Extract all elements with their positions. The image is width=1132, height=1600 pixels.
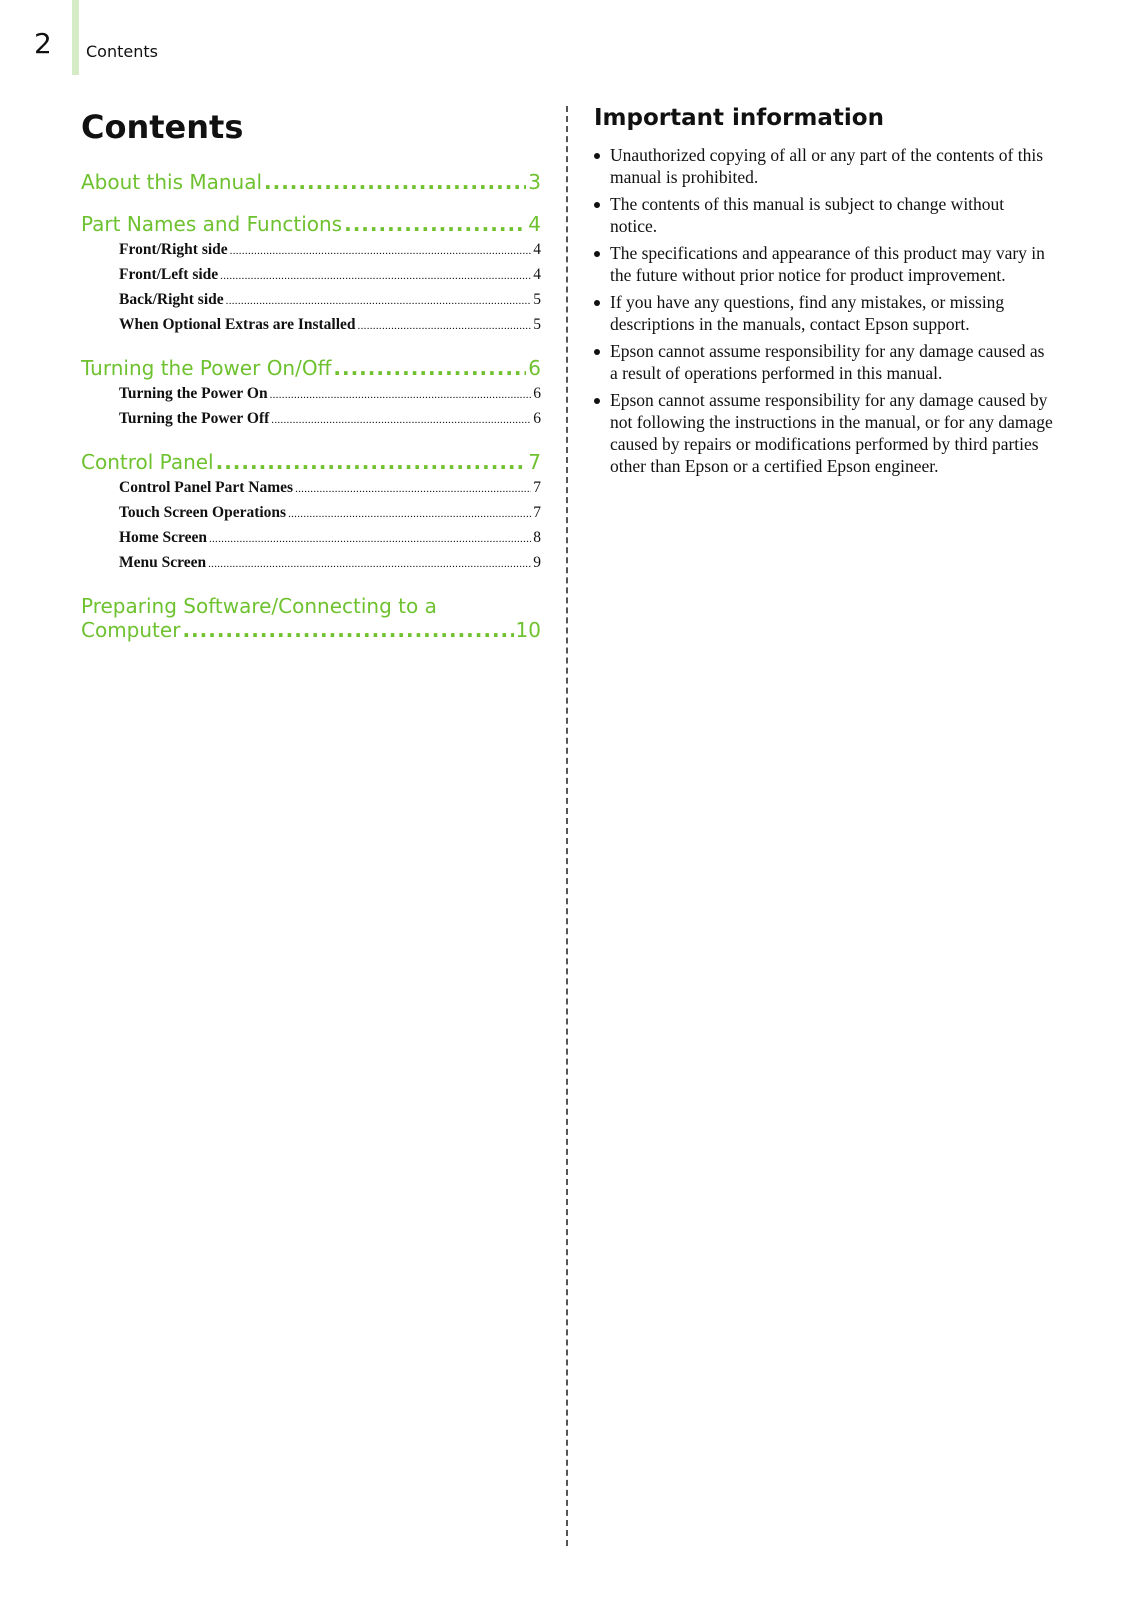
toc-subentry-label: Front/Right side bbox=[119, 241, 228, 259]
important-information-title: Important information bbox=[594, 105, 884, 131]
dot-leader bbox=[264, 170, 526, 194]
toc-entry-page: 6 bbox=[528, 356, 541, 381]
toc-link-part-names-and-functions[interactable] bbox=[81, 212, 541, 236]
list-item-text: If you have any questions, find any mistakes, or missing descriptions in the manuals, contact Epson support. bbox=[610, 291, 1005, 334]
important-information-column bbox=[594, 104, 1054, 482]
toc-entry-page: 7 bbox=[528, 450, 541, 475]
toc-subentry-page: 7 bbox=[533, 504, 541, 522]
toc-link-front-right-side[interactable] bbox=[81, 238, 541, 263]
bullet-icon bbox=[594, 251, 600, 257]
toc-entry-page: 3 bbox=[528, 170, 541, 195]
dot-leader bbox=[295, 477, 531, 501]
dot-leader bbox=[288, 502, 531, 526]
toc-section-software bbox=[81, 594, 541, 642]
toc-subentry-page: 5 bbox=[533, 291, 541, 309]
dot-leader bbox=[209, 527, 531, 551]
list-item-text: The specifications and appearance of this product may vary in the future without prior notice for product improvement. bbox=[610, 242, 1045, 285]
table-of-contents bbox=[81, 170, 541, 642]
dot-leader bbox=[230, 239, 532, 263]
dot-leader bbox=[216, 450, 527, 474]
dot-leader bbox=[270, 383, 532, 407]
dot-leader bbox=[208, 552, 531, 576]
toc-entry-page: 4 bbox=[528, 212, 541, 237]
toc-subentry-label: Home Screen bbox=[119, 529, 207, 547]
toc-subentry-label: Menu Screen bbox=[119, 554, 207, 572]
important-information-list bbox=[594, 144, 1054, 477]
toc-link-turning-power-on[interactable] bbox=[81, 382, 541, 407]
toc-section-part-names bbox=[81, 212, 541, 338]
toc-subentry-label: Turning the Power On bbox=[119, 385, 268, 403]
header-section-label: Contents bbox=[86, 42, 158, 61]
toc-section-power bbox=[81, 356, 541, 432]
toc-entry-label: Computer bbox=[81, 618, 181, 643]
toc-link-home-screen[interactable] bbox=[81, 526, 541, 551]
toc-link-front-left-side[interactable] bbox=[81, 263, 541, 288]
toc-link-control-panel[interactable] bbox=[81, 450, 541, 474]
toc-subentry-label: When Optional Extras are Installed bbox=[119, 316, 356, 334]
toc-subentry-page: 4 bbox=[533, 241, 541, 259]
toc-subentry-page: 6 bbox=[533, 385, 541, 403]
toc-section-about bbox=[81, 170, 541, 194]
contents-title: Contents bbox=[81, 108, 244, 146]
toc-link-back-right-side[interactable] bbox=[81, 288, 541, 313]
dot-leader bbox=[344, 212, 526, 236]
dot-leader bbox=[333, 356, 526, 380]
toc-subentry-page: 8 bbox=[533, 529, 541, 547]
toc-entry-page: 10 bbox=[515, 618, 541, 643]
list-item bbox=[594, 389, 1054, 477]
list-item-text: Epson cannot assume responsibility for any damage caused as a result of operations performed in this manual. bbox=[610, 340, 1045, 383]
toc-link-touch-screen-operations[interactable] bbox=[81, 501, 541, 526]
bullet-icon bbox=[594, 153, 600, 159]
list-item-text: The contents of this manual is subject to change without notice. bbox=[610, 193, 1005, 236]
bullet-icon bbox=[594, 202, 600, 208]
toc-entry-label: About this Manual bbox=[81, 170, 263, 195]
dot-leader bbox=[220, 264, 531, 288]
list-item-text: Unauthorized copying of all or any part of the contents of this manual is prohibited. bbox=[610, 144, 1044, 187]
toc-subentry-page: 9 bbox=[533, 554, 541, 572]
toc-subentry-label: Control Panel Part Names bbox=[119, 479, 294, 497]
toc-subentry-label: Turning the Power Off bbox=[119, 410, 270, 428]
toc-link-menu-screen[interactable] bbox=[81, 551, 541, 576]
toc-entry-label-line1: Preparing Software/Connecting to a bbox=[81, 594, 437, 619]
dot-leader bbox=[271, 408, 531, 432]
list-item bbox=[594, 340, 1054, 384]
bullet-icon bbox=[594, 349, 600, 355]
toc-subentry-label: Back/Right side bbox=[119, 291, 224, 309]
contents-column bbox=[81, 100, 541, 660]
toc-subentry-label: Touch Screen Operations bbox=[119, 504, 287, 522]
toc-link-preparing-software[interactable] bbox=[81, 594, 541, 642]
list-item bbox=[594, 291, 1054, 335]
list-item bbox=[594, 193, 1054, 237]
toc-link-turning-power-on-off[interactable] bbox=[81, 356, 541, 380]
toc-link-control-panel-part-names[interactable] bbox=[81, 476, 541, 501]
toc-subentry-page: 4 bbox=[533, 266, 541, 284]
toc-subentry-label: Front/Left side bbox=[119, 266, 219, 284]
toc-link-optional-extras[interactable] bbox=[81, 313, 541, 338]
toc-link-turning-power-off[interactable] bbox=[81, 407, 541, 432]
header-accent-bar bbox=[72, 0, 79, 75]
column-divider bbox=[566, 106, 568, 1546]
toc-entry-label: Control Panel bbox=[81, 450, 214, 475]
bullet-icon bbox=[594, 300, 600, 306]
list-item-text: Epson cannot assume responsibility for any damage caused by not following the instructions in the manual, or for any damage caused by repairs or modifications performed by third parties other than Epson or a certified Epson engineer. bbox=[610, 389, 1053, 476]
toc-subentry-page: 6 bbox=[533, 410, 541, 428]
toc-section-control-panel bbox=[81, 450, 541, 576]
toc-subentry-page: 5 bbox=[533, 316, 541, 334]
list-item bbox=[594, 242, 1054, 286]
toc-entry-line2 bbox=[81, 618, 541, 642]
list-item bbox=[594, 144, 1054, 188]
toc-subentry-page: 7 bbox=[533, 479, 541, 497]
dot-leader bbox=[182, 618, 513, 642]
dot-leader bbox=[358, 314, 532, 338]
dot-leader bbox=[226, 289, 532, 313]
toc-entry-label: Part Names and Functions bbox=[81, 212, 343, 237]
toc-link-about-this-manual[interactable] bbox=[81, 170, 541, 194]
toc-entry-label: Turning the Power On/Off bbox=[81, 356, 332, 381]
page-number: 2 bbox=[34, 27, 52, 60]
bullet-icon bbox=[594, 398, 600, 404]
